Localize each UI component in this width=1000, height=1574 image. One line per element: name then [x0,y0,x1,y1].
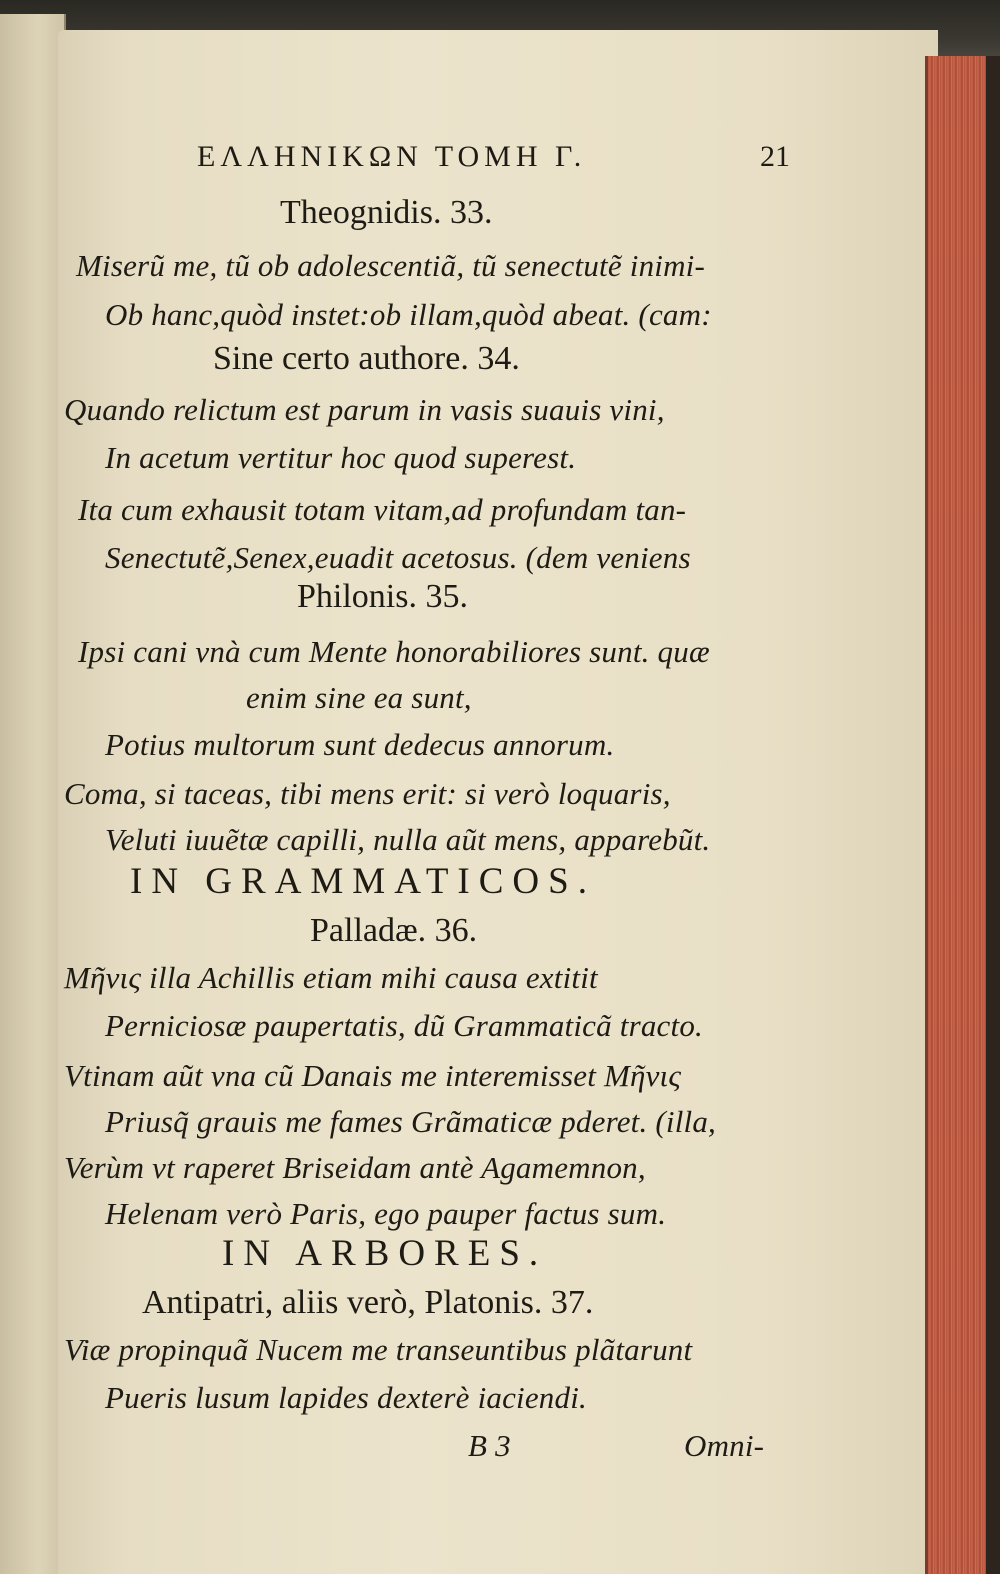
verse-line: Ipsi cani vnà cum Mente honorabiliores sunt. quæ [78,634,710,669]
verse-line: Pueris lusum lapides dexterè iaciendi. [105,1380,587,1415]
verse-line: Vtinam aũt vna cũ Danais me interemisset Μῆνις [64,1058,682,1093]
verse-line: Quando relictum est parum in vasis suauis vini, [64,392,665,427]
epigram-heading: Theognidis. 33. [280,194,493,231]
verse-line: Miserũ me, tũ ob adolescentiã, tũ senectutẽ inimi- [76,248,706,283]
verse-line: Coma, si taceas, tibi mens erit: si verò loquaris, [64,776,671,811]
section-heading: IN ARBORES. [222,1233,548,1274]
signature-mark: B 3 [468,1428,511,1463]
verse-line: enim sine ea sunt, [246,680,472,715]
page-number: 21 [760,140,790,173]
verse-line: Helenam verò Paris, ego pauper factus sum. [105,1196,667,1231]
running-head: ΕΛΛΗΝΙΚΩΝ ΤΟΜΗ Γ. [197,140,587,173]
verse-line: In acetum vertitur hoc quod superest. [105,440,577,475]
verse-line: Ob hanc,quòd instet:ob illam,quòd abeat. (cam: [105,297,712,332]
verse-line: Ita cum exhausit totam vitam,ad profundam tan- [78,492,687,527]
section-heading: IN GRAMMATICOS. [130,861,596,902]
epigram-heading: Palladæ. 36. [310,912,478,949]
verse-line: Verùm vt raperet Briseidam antè Agamemnon, [64,1150,646,1185]
epigram-heading: Sine certo authore. 34. [213,340,520,377]
verse-line: Priusq̃ grauis me fames Grãmaticæ pderet. (illa, [105,1104,716,1139]
verse-line: Perniciosæ paupertatis, dũ Grammaticã tracto. [105,1008,703,1043]
epigram-heading: Philonis. 35. [297,578,468,615]
verse-line: Potius multorum sunt dedecus annorum. [105,727,615,762]
verse-line: Senectutẽ,Senex,euadit acetosus. (dem veniens [105,540,691,575]
verse-line: Μῆνις illa Achillis etiam mihi causa extitit [64,960,598,995]
verse-line: Viæ propinquã Nucem me transeuntibus plãtarunt [64,1332,693,1367]
epigram-heading: Antipatri, aliis verò, Platonis. 37. [142,1284,594,1321]
catchword: Omni- [684,1428,765,1463]
verse-line: Veluti iuuẽtæ capilli, nulla aũt mens, apparebũt. [105,822,711,857]
